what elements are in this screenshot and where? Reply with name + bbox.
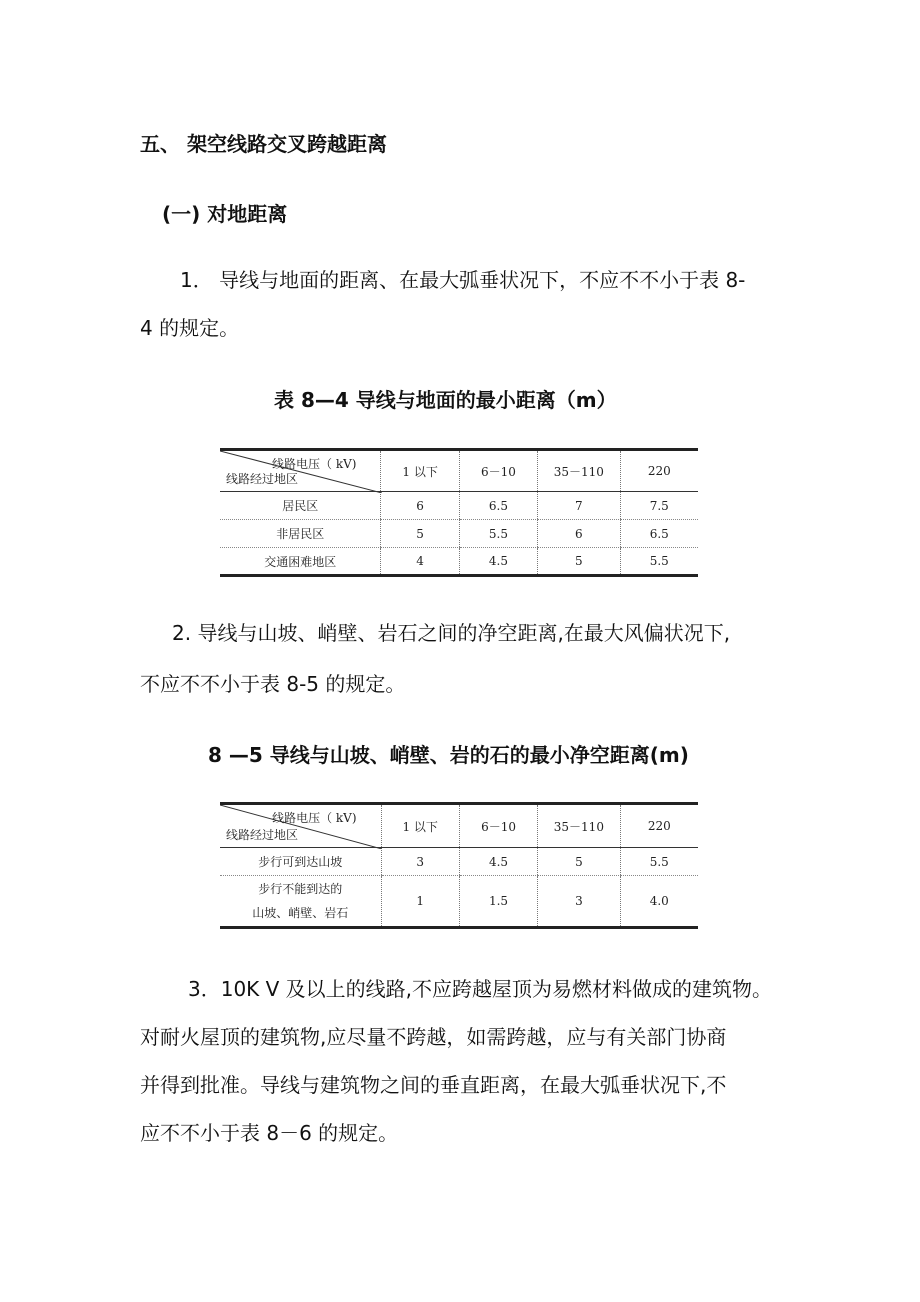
table1-caption: 表 8—4 导线与地面的最小距离（m） xyxy=(274,388,617,412)
table1-row-label: 非居民区 xyxy=(220,520,381,548)
table1-col-header: 35－110 xyxy=(538,450,620,492)
table1-cell: 6 xyxy=(538,520,620,548)
table2-cell: 4.5 xyxy=(459,848,537,876)
table2-cell: 3 xyxy=(538,876,620,928)
table1-cell: 4 xyxy=(381,548,459,576)
table2-caption: 8 —5 导线与山坡、峭壁、岩的石的最小净空距离(m) xyxy=(208,743,689,767)
table1-cell: 5 xyxy=(381,520,459,548)
table2-col-header: 220 xyxy=(620,804,698,848)
table1-header-voltage: 线路电压（ kV) xyxy=(272,457,357,471)
table1-header-area: 线路经过地区 xyxy=(226,472,299,486)
table2-cell: 1.5 xyxy=(459,876,537,928)
table2-col-header: 1 以下 xyxy=(381,804,459,848)
para3-line2: 对耐火屋顶的建筑物,应尽量不跨越，如需跨越，应与有关部门协商 xyxy=(140,1025,727,1049)
table1-cell: 5 xyxy=(538,548,620,576)
section-heading: 五、 架空线路交叉跨越距离 xyxy=(140,132,387,156)
table1-row-label: 交通困难地区 xyxy=(264,554,337,569)
table1 xyxy=(220,448,698,577)
subsection-heading: (一) 对地距离 xyxy=(162,202,288,226)
para2-line1: 2. 导线与山坡、峭壁、岩石之间的净空距离,在最大风偏状况下, xyxy=(172,621,731,645)
table2-cell: 4.0 xyxy=(620,876,698,928)
para3-line4: 应不不小于表 8－6 的规定。 xyxy=(140,1121,399,1145)
table1-col-header: 6－10 xyxy=(459,450,537,492)
table2-row-label-line1: 步行不能到达的 xyxy=(258,882,343,896)
para3-line1: 3．10K V 及以上的线路,不应跨越屋顶为易燃材料做成的建筑物。 xyxy=(188,977,773,1001)
table2-header-voltage: 线路电压（ kV) xyxy=(272,811,357,825)
table1-row-label: 居民区 xyxy=(220,492,381,520)
table2-row-label xyxy=(220,876,381,928)
table-row xyxy=(220,520,698,548)
table2-row-label-line2: 山坡、峭壁、岩石 xyxy=(252,906,349,920)
table1-cell: 5.5 xyxy=(620,548,698,576)
table2-header-area: 线路经过地区 xyxy=(226,828,299,842)
table1-cell: 5.5 xyxy=(459,520,537,548)
table1-cell: 7 xyxy=(538,492,620,520)
table2-cell: 1 xyxy=(381,876,459,928)
para2-line2: 不应不不小于表 8-5 的规定。 xyxy=(140,672,406,696)
table2-row-label: 步行可到达山坡 xyxy=(220,848,381,876)
table1-cell: 6 xyxy=(381,492,459,520)
table1-cell: 4.5 xyxy=(459,548,537,576)
table-row xyxy=(220,548,698,576)
table2-cell: 5.5 xyxy=(620,848,698,876)
table2-cell: 3 xyxy=(381,848,459,876)
table2-cell: 5 xyxy=(538,848,620,876)
table-row xyxy=(220,848,698,876)
table2-col-header: 6－10 xyxy=(459,804,537,848)
table1-cell: 7.5 xyxy=(620,492,698,520)
table-row xyxy=(220,492,698,520)
table1-col-header: 1 以下 xyxy=(381,450,459,492)
table2-header-corner xyxy=(220,804,381,848)
para1-line1: 1． 导线与地面的距离、在最大弧垂状况下，不应不不小于表 8- xyxy=(180,268,746,292)
table1-col-header: 220 xyxy=(620,450,698,492)
table2 xyxy=(220,802,698,929)
para3-line3: 并得到批准。导线与建筑物之间的垂直距离，在最大弧垂状况下,不 xyxy=(140,1073,727,1097)
para1-line2: 4 的规定。 xyxy=(140,316,240,340)
table1-cell: 6.5 xyxy=(620,520,698,548)
table1-cell: 6.5 xyxy=(459,492,537,520)
table1-header-corner xyxy=(220,450,381,492)
table-row xyxy=(220,876,698,928)
table2-col-header: 35－110 xyxy=(538,804,620,848)
